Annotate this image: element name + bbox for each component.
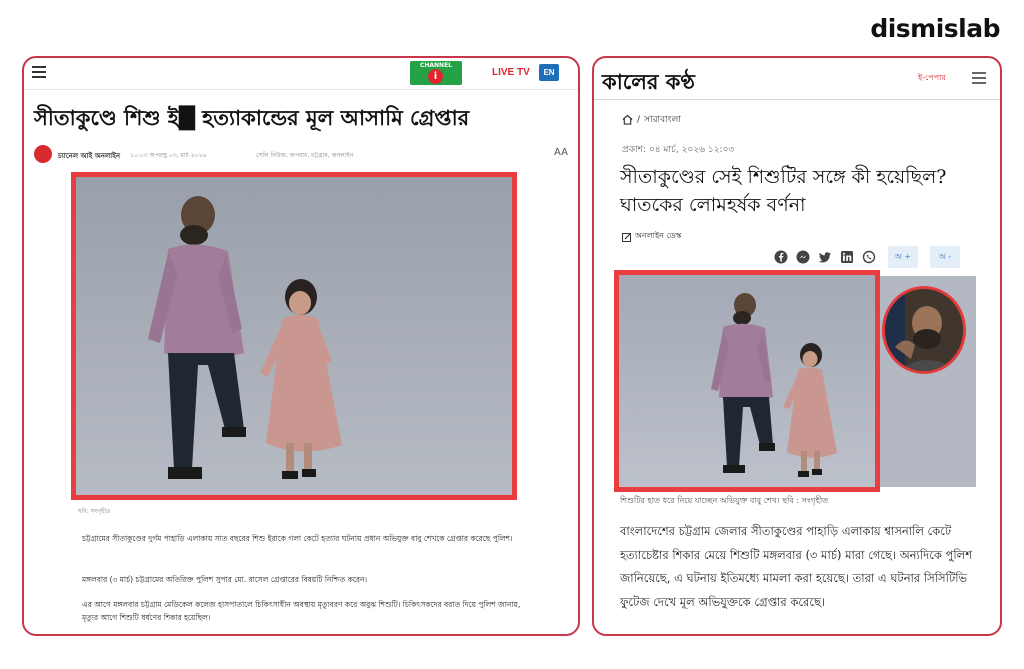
messenger-icon[interactable] bbox=[796, 250, 810, 264]
right-photo-caption: শিশুটির হাত ধরে নিয়ে যাচ্ছেন অভিযুক্ত বাবু শেখ। ছবি : সংগৃহীত bbox=[620, 496, 829, 505]
edit-icon bbox=[622, 232, 632, 242]
category-tags[interactable]: সেলি নিউজ, অপরাধ, চট্টগ্রাম, অনলাইন bbox=[256, 152, 354, 159]
right-topbar bbox=[594, 58, 1000, 100]
breadcrumb-separator: / bbox=[637, 114, 641, 125]
hamburger-menu-icon[interactable] bbox=[32, 66, 46, 78]
source-name[interactable]: চ্যানেল আই অনলাইন bbox=[58, 152, 121, 160]
right-headline: সীতাকুণ্ডের সেই শিশুটির সঙ্গে কী হয়েছিল? ঘাতকের লোমহর্ষক বর্ণনা bbox=[620, 166, 947, 216]
author-name[interactable]: অনলাইন ডেস্ক bbox=[635, 231, 682, 240]
font-size-toggle[interactable]: AA bbox=[554, 147, 568, 158]
epaper-link[interactable]: ই-পেপার bbox=[918, 73, 946, 82]
left-paragraph-3: এর আগে মঙ্গলবার চট্টগ্রাম মেডিকেল কলেজ হাসপাতালে চিকিৎসাধীন অবস্থায় মৃত্যুবরণ করে অবুঝ শিশুটি। চিকিৎসকদের বরাত দিয়ে পুলিশ জানায়, মৃত্যুর আগে শিশুটি ধর্ষণের শিকার হয়েছিল। bbox=[82, 600, 521, 623]
left-headline: সীতাকুণ্ডে শিশু ই█ হত্যাকান্ডের মূল আসামি গ্রেপ্তার bbox=[34, 105, 470, 130]
home-icon[interactable] bbox=[622, 114, 633, 125]
author-row bbox=[622, 230, 681, 243]
left-topbar bbox=[24, 58, 578, 90]
left-photo-highlight bbox=[71, 172, 517, 500]
right-photo-highlight bbox=[614, 270, 880, 492]
channel-logo-text: CHANNEL bbox=[419, 62, 453, 69]
left-photo-caption: ছবি: সংগৃহীত bbox=[78, 508, 111, 515]
facebook-icon[interactable] bbox=[774, 250, 788, 264]
font-decrease-button[interactable]: অ - bbox=[930, 246, 960, 268]
kaler-kantho-logo[interactable]: কালের কণ্ঠ bbox=[602, 69, 695, 94]
linkedin-icon[interactable] bbox=[840, 250, 854, 264]
left-paragraph-1: চট্টগ্রামের সীতাকুণ্ডের দুর্গম পাহাড়ি এলাকায় সাত বছরের শিশু ইরাকে গলা কেটে হত্যার ঘটনায় প্রধান অভিযুক্ত বাবু শেখকে গ্রেপ্তার করেছে পুলিশ। bbox=[82, 534, 513, 543]
publish-date: প্রকাশ: ০৪ মার্চ, ২০২৬ ১২:০৩ bbox=[622, 145, 735, 155]
suspect-inset-photo bbox=[882, 286, 966, 374]
left-photo bbox=[76, 177, 512, 495]
right-body-paragraph: বাংলাদেশের চট্টগ্রাম জেলার সীতাকুণ্ডের পাহাড়ি এলাকায় শ্বাসনালি কেটে হত্যাচেষ্টার শিকার মেয়ে শিশুটি মঙ্গলবার (৩ মার্চ) মারা গেছে। অন্যদিকে পুলিশ জানিয়েছে, এ ঘটনায় ইতিমধ্যে মামলা করা হয়েছে। তারা এ ঘটনার সিসিটিভি ফুটেজ দেখে মূল অভিযুক্তকে গ্রেপ্তার করেছে। bbox=[620, 524, 973, 609]
font-increase-button[interactable]: অ + bbox=[888, 246, 918, 268]
suspect-portrait bbox=[885, 289, 963, 371]
left-article-screenshot bbox=[22, 56, 580, 636]
breadcrumb bbox=[622, 112, 681, 127]
left-paragraph-2: মঙ্গলবার (৩ মার্চ) চট্টগ্রামের অতিরিক্ত পুলিশ সুপার মো. রাসেল গ্রেপ্তারের বিষয়টি নিশ্চিত করেন। bbox=[82, 575, 368, 584]
channel-logo[interactable] bbox=[410, 61, 462, 85]
dismislab-logo: dismislab bbox=[870, 14, 1000, 43]
publish-date: ১০:০৩ অপরাহ্ণ ০৩, মার্চ ২০২৬ bbox=[130, 152, 207, 159]
right-article-screenshot bbox=[592, 56, 1002, 636]
whatsapp-icon[interactable] bbox=[862, 250, 876, 264]
channel-logo-number: i bbox=[428, 69, 443, 84]
twitter-icon[interactable] bbox=[818, 250, 832, 264]
right-photo bbox=[619, 275, 875, 487]
language-switch-button[interactable]: EN bbox=[539, 64, 559, 81]
source-avatar bbox=[34, 145, 52, 163]
menu-icon[interactable] bbox=[972, 72, 986, 84]
live-tv-link[interactable]: LIVE TV bbox=[492, 67, 530, 78]
share-bar bbox=[774, 248, 960, 266]
breadcrumb-section[interactable]: সারাবাংলা bbox=[644, 115, 681, 125]
left-meta-row bbox=[34, 145, 574, 167]
